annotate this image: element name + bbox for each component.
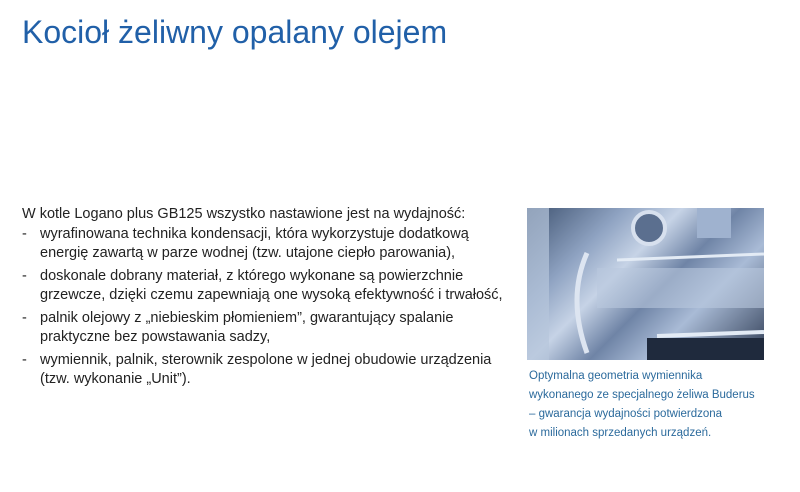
list-line: doskonale dobrany materiał, z którego wykonane są powierzchnie [40, 268, 464, 284]
list-line: wyrafinowana technika kondensacji, która wykorzystuje dodatkową [40, 226, 469, 242]
list-item [22, 267, 503, 305]
heat-exchanger-illustration [527, 208, 764, 360]
list-line: energię zawartą w parze wodnej (tzw. utajone ciepło parowania), [40, 245, 456, 261]
page-title: Kocioł żeliwny opalany olejem [22, 14, 448, 50]
caption-line: – gwarancja wydajności potwierdzona [529, 408, 723, 420]
list-line: (tzw. wykonanie „Unit”). [40, 371, 191, 387]
heat-exchanger-photo [527, 208, 764, 360]
caption-line: w milionach sprzedanych urządzeń. [529, 427, 712, 439]
intro-text: W kotle Logano plus GB125 wszystko nastawione jest na wydajność: [22, 206, 466, 222]
caption-line: wykonanego ze specjalnego żeliwa Buderus [529, 389, 755, 401]
list-line: grzewcze, dzięki czemu zapewniają one wysoką efektywność i trwałość, [40, 287, 503, 303]
list-line: wymiennik, palnik, sterownik zespolone w jednej obudowie urządzenia [40, 352, 492, 368]
bullet-dash: - [22, 268, 27, 284]
bullet-dash: - [22, 352, 27, 368]
list-line: palnik olejowy z „niebieskim płomieniem”, gwarantujący spalanie [40, 310, 454, 326]
bullet-dash: - [22, 226, 27, 242]
caption-line: Optymalna geometria wymiennika [529, 370, 703, 382]
list-item [22, 309, 503, 347]
feature-list [22, 225, 503, 393]
bullet-dash: - [22, 310, 27, 326]
list-line: praktyczne bez powstawania sadzy, [40, 329, 271, 345]
list-item [22, 225, 503, 263]
photo-caption [529, 367, 755, 443]
list-item [22, 351, 503, 389]
